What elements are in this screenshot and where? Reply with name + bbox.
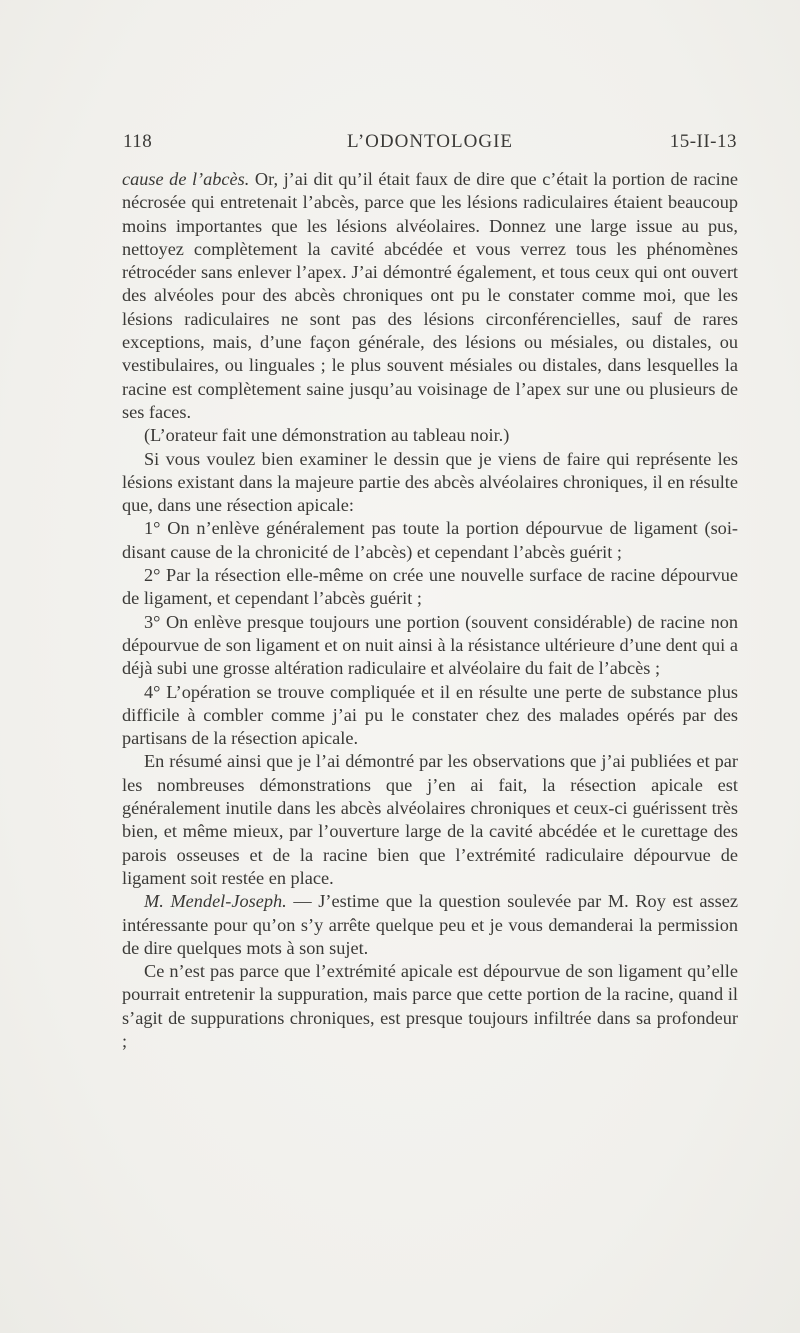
paragraph-1: cause de l’abcès. Or, j’ai dit qu’il était faux de dire que c’était la portion de racine nécrosée qui entretenait l’abcès, parce que les lésions radiculaires étaient beaucoup moins importantes que les lésions alvéolaires. Donnez une large issue au pus, nettoyez complètement la cavité abcédée et vous verrez tous les phénomènes rétrocéder sans enlever l’apex. J’ai démontré également, et tous ceux qui ont ouvert des alvéoles pour des abcès chroniques ont pu le constater comme moi, que les lésions radiculaires ne sont pas des lésions circonférencielles, sauf de rares exceptions, mais, d’une façon générale, des lésions ou mésiales, ou distales, ou vestibulaires, ou linguales ; le plus souvent mésiales ou distales, dans lesquelles la racine est complètement saine jusqu’au voisinage de l’apex sur une ou plusieurs de ses faces. xyxy=(122,169,738,422)
paragraph-2: (L’orateur fait une démonstration au tableau noir.) xyxy=(144,425,510,446)
running-header xyxy=(123,131,737,159)
list-item-1: 1° On n’enlève généralement pas toute la portion dépourvue de ligament (soi-disant cause de la chronicité de l’abcès) et cependant l’abcès guérit ; xyxy=(122,518,738,562)
issue-date: 15-II-13 xyxy=(669,131,737,152)
paragraph-summary: En résumé ainsi que je l’ai démontré par les observations que j’ai publiées et par les nombreuses démonstrations que j’en ai fait, la résection apicale est généralement inutile dans les abcès alvéolaires chroniques et ceux-ci guérissent très bien, et même mieux, par l’ouverture large de la cavité abcédée et le curettage des parois osseuses et de la racine bien que l’extrémité radiculaire dépourvue de ligament soit restée en place. xyxy=(122,751,738,888)
body-text xyxy=(122,168,738,1053)
running-title: L’ODONTOLOGIE xyxy=(346,131,514,152)
page-number: 118 xyxy=(123,131,153,152)
paragraph-last: Ce n’est pas parce que l’extrémité apicale est dépourvue de son ligament qu’elle pourrait entretenir la suppuration, mais parce que cette portion de la racine, quand il s’agit de suppurations chroniques, est presque toujours infiltrée dans sa profondeur ; xyxy=(122,961,738,1051)
list-item-4: 4° L’opération se trouve compliquée et il en résulte une perte de substance plus difficile à combler comme j’ai pu le constater chez des malades opérés par des partisans de la résection apicale. xyxy=(122,681,738,749)
italic-lead: cause de l’abcès. xyxy=(122,169,250,189)
paragraph-3: Si vous voulez bien examiner le dessin que je viens de faire qui représente les lésions existant dans la majeure partie des abcès alvéolaires chroniques, il en résulte que, dans une résection apicale: xyxy=(122,448,738,516)
list-item-3: 3° On enlève presque toujours une portion (souvent considérable) de racine non dépourvue de son ligament et on nuit ainsi à la résistance ultérieure d’une dent qui a déjà subi une grosse altération radiculaire et alvéolaire du fait de l’abcès ; xyxy=(122,611,738,679)
speaker-name: M. Mendel-Joseph. xyxy=(144,891,287,912)
list-item-2: 2° Par la résection elle-même on crée une nouvelle surface de racine dépourvue de ligament, et cependant l’abcès guérit ; xyxy=(122,565,738,609)
paragraph-speaker: M. Mendel-Joseph. — J’estime que la question soulevée par M. Roy est assez intéressante pour qu’on s’y arrête quelque peu et je vous demanderai la permission de dire quelques mots à son sujet. xyxy=(122,891,738,958)
